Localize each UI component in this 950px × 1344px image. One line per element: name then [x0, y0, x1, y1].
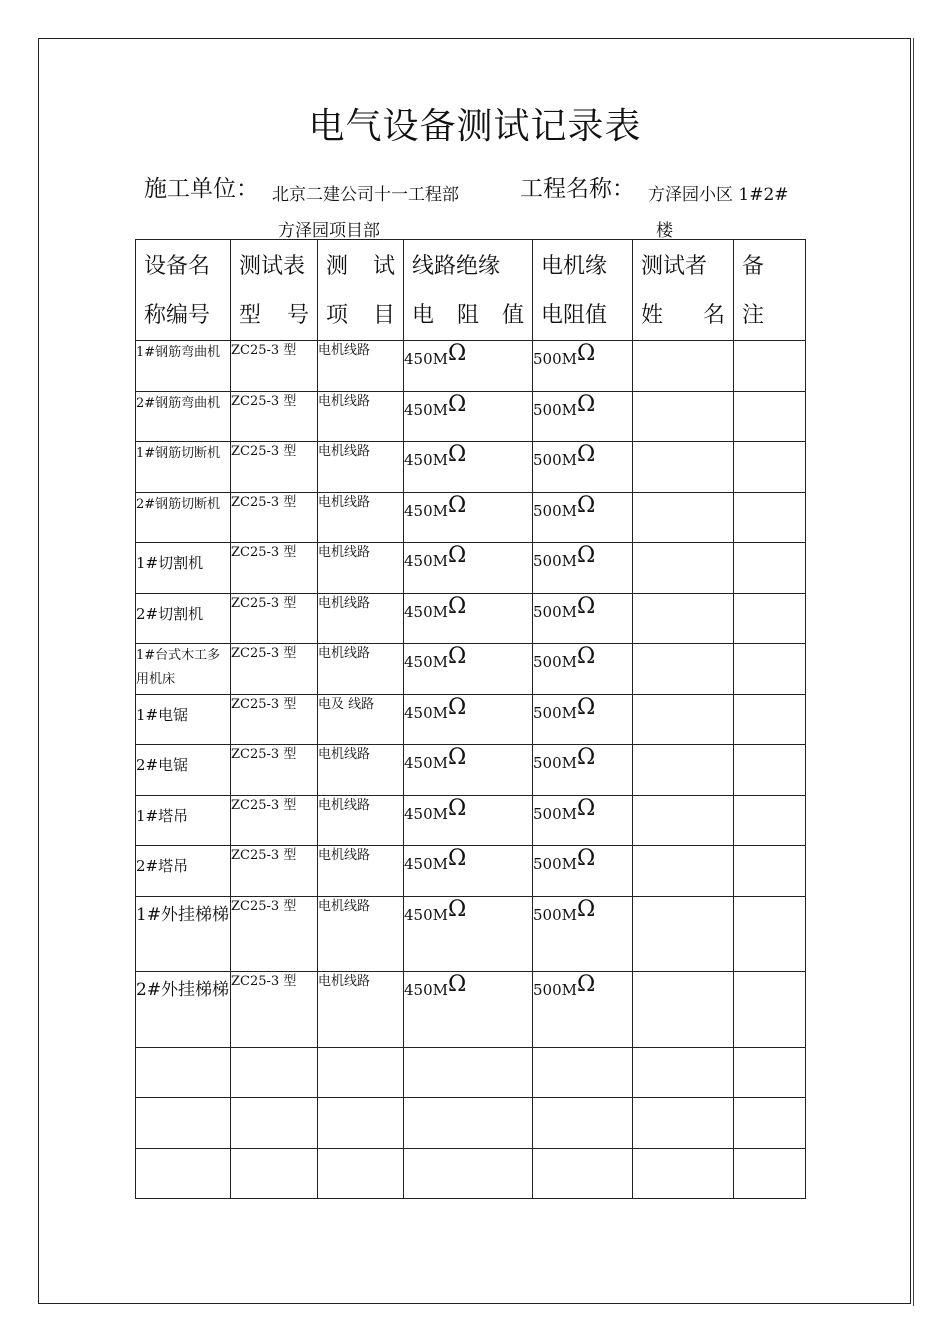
line-value-number: 450M [404, 653, 448, 671]
tester-cell [633, 694, 734, 745]
device-cell [136, 1098, 231, 1149]
line-value-number: 450M [404, 703, 448, 722]
line-value-cell [404, 896, 533, 972]
device-cell: 2#钢筋切断机 [136, 492, 231, 543]
device-cell: 2#塔吊 [136, 846, 231, 897]
device-cell: 2#电锯 [136, 745, 231, 796]
meter-cell: ZC25-3 型 [231, 745, 318, 796]
line-value-number: 450M [404, 350, 448, 368]
ohm-unit: Ω [577, 543, 596, 568]
ohm-unit: Ω [448, 846, 467, 871]
motor-value-number: 500M [533, 653, 577, 671]
table-row [136, 694, 806, 745]
note-cell [734, 972, 806, 1048]
header-tester-line2-part: 姓 [641, 303, 664, 328]
line-value-number: 450M [404, 552, 448, 570]
item-cell: 电机线路 [318, 593, 404, 644]
tester-cell [633, 1098, 734, 1149]
motor-value-number: 500M [533, 981, 577, 999]
table-row [136, 1098, 806, 1149]
motor-value-number: 500M [533, 451, 577, 469]
ohm-unit: Ω [577, 795, 596, 821]
motor-value-number: 500M [533, 501, 577, 520]
project-name-label: 工程名称： [520, 176, 635, 202]
tester-cell [633, 492, 734, 543]
note-cell [734, 694, 806, 745]
line-value-number: 450M [404, 501, 448, 520]
ohm-unit: Ω [448, 644, 467, 669]
table-header-row [136, 240, 806, 341]
tester-cell [633, 593, 734, 644]
ohm-unit: Ω [448, 543, 467, 568]
ohm-unit: Ω [577, 593, 596, 619]
item-cell: 电机线路 [318, 341, 404, 392]
tester-cell [633, 846, 734, 897]
motor-value-cell [533, 745, 633, 796]
note-cell [734, 543, 806, 594]
header-device-line1-part: 设备名 [144, 254, 211, 279]
project-name-value-line2: 楼 [656, 221, 673, 241]
item-cell: 电机线路 [318, 896, 404, 972]
device-cell: 1#钢筋弯曲机 [136, 341, 231, 392]
meter-cell: ZC25-3 型 [231, 442, 318, 493]
item-cell: 电机线路 [318, 846, 404, 897]
item-cell [318, 1098, 404, 1149]
motor-value-number: 500M [533, 400, 577, 419]
table-row [136, 896, 806, 972]
motor-value-cell [533, 795, 633, 846]
meter-cell: ZC25-3 型 [231, 644, 318, 695]
motor-value-number: 500M [533, 754, 577, 772]
note-cell [734, 341, 806, 392]
meter-cell: ZC25-3 型 [231, 795, 318, 846]
device-cell: 2#切割机 [136, 593, 231, 644]
ohm-unit: Ω [448, 745, 467, 770]
item-cell: 电及 线路 [318, 694, 404, 745]
motor-value-number: 500M [533, 804, 577, 823]
ohm-unit: Ω [577, 341, 596, 366]
device-cell [136, 1148, 231, 1199]
meter-cell: ZC25-3 型 [231, 896, 318, 972]
motor-value-number: 500M [533, 602, 577, 621]
table-row [136, 543, 806, 594]
construction-unit-value-line2: 方泽园项目部 [278, 221, 380, 241]
test-record-table [135, 239, 806, 1199]
table-row [136, 644, 806, 695]
item-cell: 电机线路 [318, 492, 404, 543]
page-border-edge [913, 38, 914, 1306]
ohm-unit: Ω [577, 972, 596, 997]
ohm-unit: Ω [577, 492, 596, 518]
header-meter-line2-part: 型 [239, 303, 262, 328]
device-cell: 1#外挂梯梯 [136, 896, 231, 972]
table-row [136, 795, 806, 846]
meter-cell: ZC25-3 型 [231, 543, 318, 594]
motor-value-number: 500M [533, 703, 577, 722]
motor-value-number: 500M [533, 905, 577, 924]
line-value-cell [404, 1047, 533, 1098]
header-note-line2-part: 注 [742, 303, 765, 328]
header-tester [633, 240, 734, 341]
ohm-unit: Ω [448, 593, 467, 619]
motor-value-cell [533, 341, 633, 392]
note-cell [734, 1047, 806, 1098]
item-cell: 电机线路 [318, 543, 404, 594]
ohm-unit: Ω [448, 972, 467, 997]
header-line-value-line2-part: 值 [501, 303, 524, 328]
meter-cell: ZC25-3 型 [231, 694, 318, 745]
note-cell [734, 1098, 806, 1149]
line-value-number: 450M [404, 754, 448, 772]
ohm-unit: Ω [577, 896, 596, 922]
note-cell [734, 745, 806, 796]
tester-cell [633, 896, 734, 972]
motor-value-cell [533, 593, 633, 644]
note-cell [734, 492, 806, 543]
tester-cell [633, 442, 734, 493]
ohm-unit: Ω [448, 341, 467, 366]
line-value-cell [404, 391, 533, 442]
ohm-unit: Ω [577, 846, 596, 871]
note-cell [734, 593, 806, 644]
tester-cell [633, 391, 734, 442]
construction-unit-value: 北京二建公司十一工程部 [272, 185, 459, 205]
motor-value-cell [533, 391, 633, 442]
project-name-value: 方泽园小区 1#2# [648, 185, 789, 205]
header-item [318, 240, 404, 341]
line-value-number: 450M [404, 602, 448, 621]
meter-cell: ZC25-3 型 [231, 593, 318, 644]
header-note-line1-part: 备 [742, 254, 765, 279]
motor-value-cell [533, 644, 633, 695]
device-cell: 1#台式木工多用机床 [136, 644, 231, 695]
motor-value-cell [533, 442, 633, 493]
line-value-number: 450M [404, 981, 448, 999]
header-motor-value-line2-part: 电阻值 [541, 303, 608, 328]
table-row [136, 442, 806, 493]
table-row [136, 391, 806, 442]
motor-value-number: 500M [533, 855, 577, 873]
line-value-cell [404, 1148, 533, 1199]
header-line-value-line1-part: 线路绝缘 [412, 254, 501, 279]
ohm-unit: Ω [448, 391, 467, 417]
table-row [136, 593, 806, 644]
table-row [136, 1148, 806, 1199]
item-cell: 电机线路 [318, 644, 404, 695]
note-cell [734, 846, 806, 897]
meter-cell: ZC25-3 型 [231, 972, 318, 1048]
device-cell: 2#钢筋弯曲机 [136, 391, 231, 442]
line-value-number: 450M [404, 804, 448, 823]
header-device-line2-part: 称编号 [144, 303, 211, 328]
header-tester-line1-part: 测试者 [641, 254, 708, 279]
meter-cell: ZC25-3 型 [231, 846, 318, 897]
item-cell [318, 1047, 404, 1098]
header-device [136, 240, 231, 341]
tester-cell [633, 1148, 734, 1199]
note-cell [734, 442, 806, 493]
table-row [136, 972, 806, 1048]
motor-value-cell [533, 846, 633, 897]
note-cell [734, 1148, 806, 1199]
note-cell [734, 795, 806, 846]
table-row [136, 745, 806, 796]
construction-unit-label: 施工单位： [144, 176, 259, 202]
ohm-unit: Ω [577, 442, 596, 467]
header-line-value-line2-part: 电 [412, 303, 435, 328]
motor-value-cell [533, 543, 633, 594]
item-cell: 电机线路 [318, 391, 404, 442]
table-row [136, 1047, 806, 1098]
line-value-cell [404, 644, 533, 695]
line-value-cell [404, 972, 533, 1048]
ohm-unit: Ω [448, 896, 467, 922]
device-cell: 1#切割机 [136, 543, 231, 594]
meter-cell: ZC25-3 型 [231, 391, 318, 442]
tester-cell [633, 543, 734, 594]
line-value-cell [404, 543, 533, 594]
device-cell: 1#塔吊 [136, 795, 231, 846]
header-meter-line2-part: 号 [286, 303, 309, 328]
line-value-cell [404, 492, 533, 543]
motor-value-cell [533, 492, 633, 543]
header-meter [231, 240, 318, 341]
line-value-cell [404, 745, 533, 796]
ohm-unit: Ω [448, 442, 467, 467]
motor-value-cell [533, 694, 633, 745]
motor-value-number: 500M [533, 552, 577, 570]
tester-cell [633, 795, 734, 846]
meter-cell [231, 1047, 318, 1098]
note-cell [734, 896, 806, 972]
motor-value-cell [533, 1047, 633, 1098]
line-value-number: 450M [404, 400, 448, 419]
motor-value-cell [533, 972, 633, 1048]
line-value-cell [404, 694, 533, 745]
device-cell: 2#外挂梯梯 [136, 972, 231, 1048]
tester-cell [633, 341, 734, 392]
line-value-cell [404, 341, 533, 392]
motor-value-cell [533, 1098, 633, 1149]
ohm-unit: Ω [448, 694, 467, 720]
table-row [136, 341, 806, 392]
header-meter-line1-part: 测试表 [239, 254, 306, 279]
ohm-unit: Ω [577, 745, 596, 770]
meter-cell: ZC25-3 型 [231, 341, 318, 392]
table-row [136, 846, 806, 897]
header-motor-value [533, 240, 633, 341]
ohm-unit: Ω [577, 644, 596, 669]
note-cell [734, 391, 806, 442]
header-motor-value-line1-part: 电机缘 [541, 254, 608, 279]
line-value-cell [404, 442, 533, 493]
meter-cell: ZC25-3 型 [231, 492, 318, 543]
header-note [734, 240, 806, 341]
line-value-cell [404, 846, 533, 897]
ohm-unit: Ω [577, 694, 596, 720]
document-title: 电气设备测试记录表 [308, 106, 642, 147]
tester-cell [633, 745, 734, 796]
device-cell [136, 1047, 231, 1098]
item-cell: 电机线路 [318, 745, 404, 796]
tester-cell [633, 1047, 734, 1098]
ohm-unit: Ω [448, 795, 467, 821]
header-item-line2-part: 目 [372, 303, 395, 328]
line-value-cell [404, 795, 533, 846]
item-cell: 电机线路 [318, 795, 404, 846]
note-cell [734, 644, 806, 695]
item-cell: 电机线路 [318, 442, 404, 493]
table-row [136, 492, 806, 543]
meter-cell [231, 1148, 318, 1199]
line-value-number: 450M [404, 905, 448, 924]
tester-cell [633, 972, 734, 1048]
tester-cell [633, 644, 734, 695]
line-value-cell [404, 593, 533, 644]
ohm-unit: Ω [448, 492, 467, 518]
header-item-line1-part: 试 [372, 254, 395, 279]
header-item-line2-part: 项 [326, 303, 349, 328]
header-line-value-line2-part: 阻 [456, 303, 479, 328]
header-tester-line2-part: 名 [702, 303, 725, 328]
line-value-number: 450M [404, 855, 448, 873]
header-item-line1-part: 测 [326, 254, 349, 279]
line-value-cell [404, 1098, 533, 1149]
meter-cell [231, 1098, 318, 1149]
motor-value-cell [533, 896, 633, 972]
ohm-unit: Ω [577, 391, 596, 417]
line-value-number: 450M [404, 451, 448, 469]
item-cell: 电机线路 [318, 972, 404, 1048]
device-cell: 1#钢筋切断机 [136, 442, 231, 493]
motor-value-number: 500M [533, 350, 577, 368]
item-cell [318, 1148, 404, 1199]
motor-value-cell [533, 1148, 633, 1199]
device-cell: 1#电锯 [136, 694, 231, 745]
header-line-value [404, 240, 533, 341]
